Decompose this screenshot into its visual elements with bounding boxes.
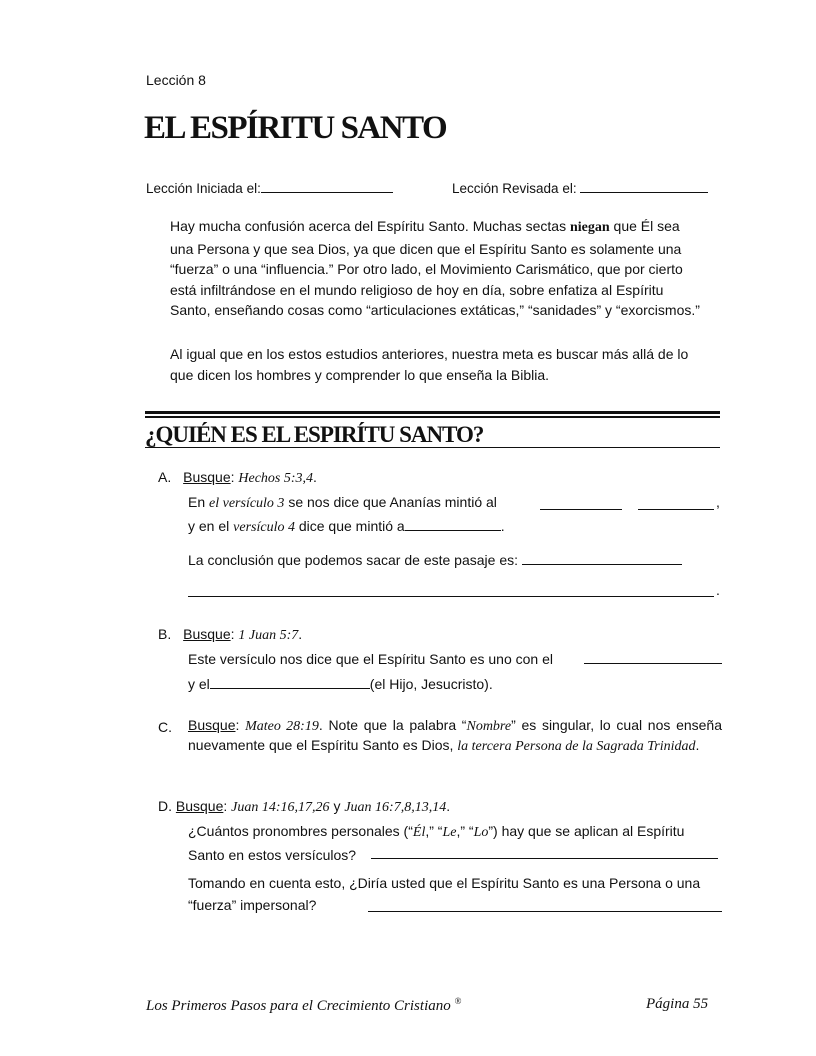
emphasis-word: Nombre [466,719,512,734]
reviewed-field [452,178,708,196]
scripture-ref: Mateo 28:19 [245,719,319,734]
period: . [716,582,720,598]
item-c-body [188,716,722,756]
colon: : [235,717,240,733]
colon: : [230,469,235,485]
pronoun: Le [442,825,457,840]
intro-text: Hay mucha confusión acerca del Espíritu Santo. Muchas sectas [170,218,570,234]
text: y [333,798,341,814]
blank-a3[interactable] [405,516,501,531]
busque-label: Busque [188,717,236,733]
text: y el [188,676,210,692]
blank-a5[interactable] [188,596,714,597]
section-heading: ¿QUIÉN ES EL ESPIRÍTU SANTO? [145,422,484,447]
item-letter: A. [158,469,172,485]
text: (el Hijo, Jesucristo). [369,676,493,692]
item-d-question-2: Tomando en cuenta esto, ¿Diría usted que el Espíritu Santo es una Persona o una “fuerza” impersonal? [188,875,701,913]
registered-mark: ® [454,996,462,1006]
text: La conclusión que podemos sacar de este pasaje es: [188,552,518,568]
text: . [695,737,700,753]
started-label: Lección Iniciada el: [146,181,261,196]
comma: , [716,494,720,510]
pronoun: Él [412,825,426,840]
scripture-ref: versículo 4 [233,520,295,535]
text: ” es singular, lo cual nos enseña nuevamente que el Espíritu Santo es Dios, [188,717,723,753]
pronoun: Lo [473,825,489,840]
started-field [146,178,393,196]
reviewed-label: Lección Revisada el: [452,181,577,196]
item-a-line-1 [188,491,497,515]
book-title: Los Primeros Pasos para el Crecimiento Cristiano [146,998,451,1014]
blank-b1[interactable] [584,663,722,664]
colon: : [230,626,235,642]
blank-d1[interactable] [371,858,718,859]
text: ¿Cuántos pronombres personales (“ [188,823,413,839]
intro-paragraph-1 [170,216,700,321]
item-b-line-1 [188,648,553,670]
colon: : [223,798,228,814]
blank-a4[interactable] [522,550,682,565]
text: y en el [188,518,234,534]
scripture-ref: Juan 14:16,17,26 [231,800,330,815]
lesson-label: Lección 8 [146,72,206,88]
scripture-ref: Hechos 5:3,4 [238,471,314,486]
item-c-letter: C. [158,719,172,735]
intro-paragraph-2: Al igual que en los estos estudios anteriores, nuestra meta es buscar más allá de lo que dicen los hombres y comprender lo que enseña la Biblia. [170,346,689,383]
text: . Note que la palabra “ [318,717,467,733]
intro-text: que Él sea una Persona y que sea Dios, ya que dicen que el Espíritu Santo es solamente una “fuerza” o una “influencia.” Por otro lado, el Movimiento Carismático, que por cierto está infiltrándose en el mundo religioso de hoy en día, sobre enfatiza al Espíritu Santo, enseñando cosas como “articulaciones extáticas,” “sanidades” y “exorcismos.” [170,218,700,318]
item-b-line-2 [188,673,493,695]
section-heading-underline [145,447,720,448]
item-d-header: D. Busque: Juan 14:16,17,26 y Juan 16:7,8,13,14. [158,798,451,815]
section-rule-thick [145,411,720,414]
blank-a1[interactable] [540,509,622,510]
text: dice que mintió a [294,518,405,534]
scripture-ref: Juan 16:7,8,13,14 [344,800,447,815]
text: ”) hay que se aplican al Espíritu Santo en estos versículos? [188,823,685,863]
busque-label: Busque [183,626,231,642]
trinity-phrase: la tercera Persona de la Sagrada Trinidad [457,739,696,754]
page-number: Página 55 [646,996,709,1012]
item-b-header: B. Busque: 1 Juan 5:7. [158,626,303,643]
blank-a2[interactable] [638,509,714,510]
busque-label: Busque [175,798,224,814]
page-title: EL ESPÍRITU SANTO [144,110,447,146]
section-rule-thin [145,416,720,418]
item-letter: B. [158,626,172,642]
text: En [188,494,210,510]
busque-label: Busque [183,469,231,485]
reviewed-blank[interactable] [580,178,708,193]
started-blank[interactable] [261,178,393,193]
item-d-question-1: ¿Cuántos pronombres personales (“Él,” “Le,” “Lo”) hay que se aplican al Espíritu Santo en estos versículos? [188,823,685,863]
item-a-header: A. Busque: Hechos 5:3,4. [158,469,317,486]
text: Este versículo nos dice que el Espíritu Santo es uno con el [188,651,553,667]
scripture-ref: el versículo 3 [209,496,285,511]
scripture-ref: 1 Juan 5:7 [238,628,299,643]
item-a-line-3 [188,549,682,571]
item-letter: D. [158,798,172,814]
blank-d2[interactable] [368,911,722,912]
item-a-line-2: y en el versículo 4 dice que mintió a . [188,518,505,535]
blank-b2[interactable] [210,674,370,689]
intro-emphasis: niegan [569,220,610,235]
footer-book-title [146,996,461,1015]
text: se nos dice que Ananías mintió al [284,494,497,510]
